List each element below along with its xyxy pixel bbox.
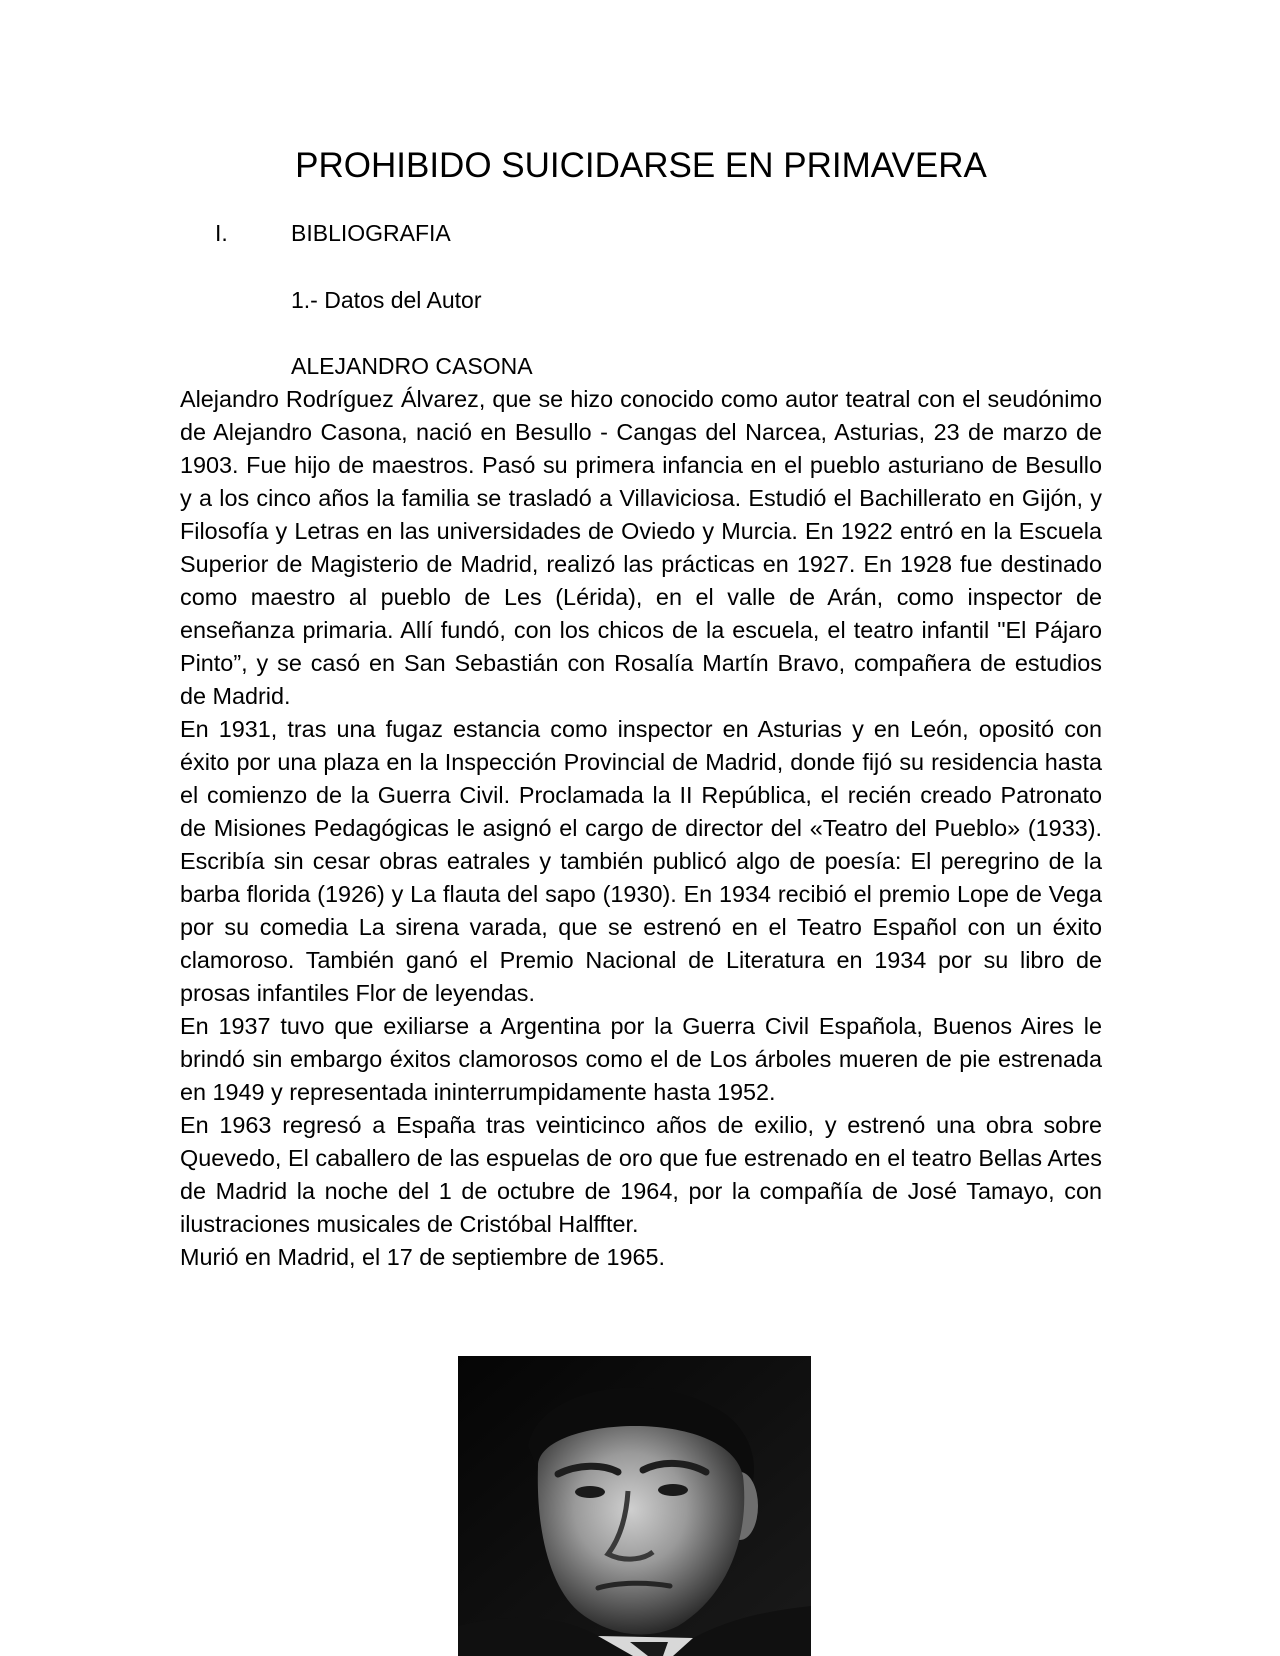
biography-text: [180, 383, 1102, 1274]
author-name: ALEJANDRO CASONA: [291, 353, 533, 379]
paragraph: Alejandro Rodríguez Álvarez, que se hizo conocido como autor teatral con el seudónimo de Alejandro Casona, nació en Besullo - Cangas del Narcea, Asturias, 23 de marzo de 1903. Fue hijo de maestros. Pasó su primera infancia en el pueblo asturiano de Besullo y a los cinco años la familia se trasladó a Villaviciosa. Estudió el Bachillerato en Gijón, y Filosofía y Letras en las universidades de Oviedo y Murcia. En 1922 entró en la Escuela Superior de Magisterio de Madrid, realizó las prácticas en 1927. En 1928 fue destinado como maestro al pueblo de Les (Lérida), en el valle de Arán, como inspector de enseñanza primaria. Allí fundó, con los chicos de la escuela, el teatro infantil "El Pájaro Pinto”, y se casó en San Sebastián con Rosalía Martín Bravo, compañera de estudios de Madrid.: [180, 386, 1102, 709]
section-number: I.: [215, 220, 228, 246]
paragraph: En 1931, tras una fugaz estancia como inspector en Asturias y en León, opositó con éxito por una plaza en la Inspección Provincial de Madrid, donde fijó su residencia hasta el comienzo de la Guerra Civil. Proclamada la II República, el recién creado Patronato de Misiones Pedagógicas le asignó el cargo de director del «Teatro del Pueblo» (1933). Escribía sin cesar obras eatrales y también publicó algo de poesía: El peregrino de la barba florida (1926) y La flauta del sapo (1930). En 1934 recibió el premio Lope de Vega por su comedia La sirena varada, que se estrenó en el Teatro Español con un éxito clamoroso. También ganó el Premio Nacional de Literatura en 1934 por su libro de prosas infantiles Flor de leyendas.: [180, 716, 1102, 1006]
subsection-heading: 1.- Datos del Autor: [291, 287, 482, 313]
paragraph: Murió en Madrid, el 17 de septiembre de 1965.: [180, 1244, 665, 1270]
portrait-illustration: [458, 1356, 811, 1656]
paragraph: En 1963 regresó a España tras veinticinco años de exilio, y estrenó una obra sobre Quevedo, El caballero de las espuelas de oro que fue estrenado en el teatro Bellas Artes de Madrid la noche del 1 de octubre de 1964, por la compañía de José Tamayo, con ilustraciones musicales de Cristóbal Halffter.: [180, 1112, 1102, 1237]
paragraph: En 1937 tuvo que exiliarse a Argentina por la Guerra Civil Española, Buenos Aires le brindó sin embargo éxitos clamorosos como el de Los árboles mueren de pie estrenada en 1949 y representada ininterrumpidamente hasta 1952.: [180, 1013, 1102, 1105]
section-heading: [215, 219, 451, 247]
author-portrait: [458, 1356, 811, 1656]
section-label: BIBLIOGRAFIA: [291, 220, 451, 246]
page-title: PROHIBIDO SUICIDARSE EN PRIMAVERA: [295, 146, 987, 185]
